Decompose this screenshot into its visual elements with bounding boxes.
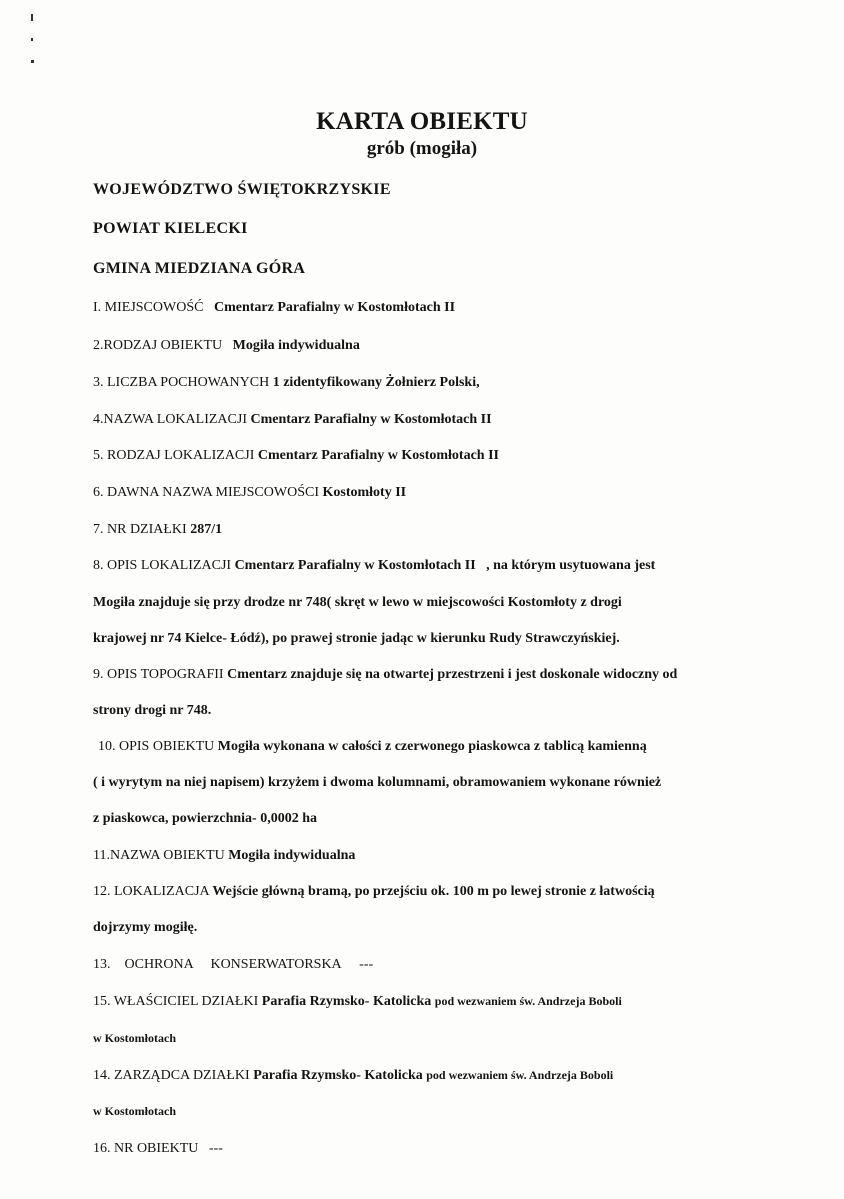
field-value-detail: pod wezwaniem św. Andrzeja Boboli [434, 994, 622, 1008]
field-label: 11.NAZWA OBIEKTU [93, 848, 225, 863]
field-value-detail: pod wezwaniem św. Andrzeja Boboli [426, 1068, 614, 1082]
field-value: Mogiła indywidualna [232, 338, 360, 353]
field-object-description [98, 738, 647, 756]
field-label: 15. WŁAŚCICIEL DZIAŁKI [93, 994, 259, 1009]
field-location-type [93, 447, 499, 465]
field-object-number [93, 1140, 223, 1158]
field-value: Cmentarz Parafialny w Kostomłotach II [250, 412, 492, 427]
scan-mark [31, 14, 33, 21]
field-value: Cmentarz Parafialny w Kostomłotach II [213, 300, 456, 315]
field-object-type [93, 337, 360, 355]
commune-heading: GMINA MIEDZIANA GÓRA [93, 260, 306, 277]
field-label: 7. NR DZIAŁKI [93, 522, 187, 537]
field-value: Wejście główną bramą, po przejściu ok. 100 m po lewej stronie z łatwością [212, 884, 655, 899]
field-plot-owner-cont: w Kostomłotach [93, 1031, 176, 1045]
field-value: Cmentarz Parafialny w Kostomłotach II , na którym usytuowana jest [234, 558, 656, 573]
field-label: 2.RODZAJ OBIEKTU [93, 338, 223, 353]
field-label: I. MIEJSCOWOŚĆ [93, 300, 204, 315]
field-label: 4.NAZWA LOKALIZACJI [93, 412, 247, 427]
scan-mark [31, 60, 34, 63]
field-location-description [93, 557, 655, 575]
field-value: Parafia Rzymsko- Katolicka [253, 1068, 423, 1083]
field-object-description-cont: ( i wyrytym na niej napisem) krzyżem i dwoma kolumnami, obramowaniem wykonane również [93, 775, 662, 790]
field-label: 12. LOKALIZACJA [93, 884, 209, 899]
field-former-name [93, 484, 406, 502]
field-value: --- [359, 957, 374, 972]
field-label: 14. ZARZĄDCA DZIAŁKI [93, 1068, 250, 1083]
field-value: Parafia Rzymsko- Katolicka [261, 994, 432, 1009]
field-label: 3. LICZBA POCHOWANYCH [93, 375, 270, 390]
field-object-description-cont: z piaskowca, powierzchnia- 0,0002 ha [93, 811, 317, 826]
field-topography [93, 666, 677, 684]
field-localization-cont: dojrzymy mogiłę. [93, 920, 198, 935]
field-plot-manager-cont: w Kostomłotach [93, 1104, 176, 1118]
field-label: 13. OCHRONA KONSERWATORSKA [93, 957, 342, 972]
scan-mark [31, 38, 33, 41]
field-plot-number [93, 521, 222, 539]
field-label: 5. RODZAJ LOKALIZACJI [93, 448, 255, 463]
field-location-description-cont: krajowej nr 74 Kielce- Łódź), po prawej stronie jadąc w kierunku Rudy Strawczyńskiej. [93, 631, 620, 646]
field-value: Kostomłoty II [322, 485, 407, 500]
field-label: 6. DAWNA NAZWA MIEJSCOWOŚCI [93, 485, 319, 500]
document-subtitle: grób (mogiła) [366, 138, 478, 159]
field-value: Cmentarz znajduje się na otwartej przestrzeni i jest doskonale widoczny od [227, 667, 678, 682]
field-label: 8. OPIS LOKALIZACJI [93, 558, 232, 573]
field-value: 1 zidentyfikowany Żołnierz Polski, [272, 375, 480, 390]
field-conservation [93, 956, 373, 974]
field-label: 16. NR OBIEKTU [93, 1141, 199, 1156]
field-plot-owner [93, 992, 622, 1011]
field-localization [93, 883, 655, 901]
field-value: Mogiła indywidualna [228, 848, 356, 863]
field-value: 287/1 [190, 522, 223, 537]
field-object-name [93, 847, 355, 865]
field-location-description-cont: Mogiła znajduje się przy drodze nr 748( skręt w lewo w miejscowości Kostomłoty z drogi [93, 595, 622, 610]
field-topography-cont: strony drogi nr 748. [93, 703, 212, 718]
document-title: KARTA OBIEKTU [316, 108, 528, 135]
field-value: Mogiła wykonana w całości z czerwonego piaskowca z tablicą kamienną [217, 739, 647, 754]
field-label: 9. OPIS TOPOGRAFII [93, 667, 224, 682]
field-plot-manager [93, 1066, 613, 1085]
field-location-name [93, 411, 492, 429]
voivodeship-heading: WOJEWÓDZTWO ŚWIĘTOKRZYSKIE [93, 181, 391, 198]
field-buried-count [93, 374, 480, 392]
county-heading: POWIAT KIELECKI [93, 220, 248, 237]
field-locality [93, 299, 455, 317]
field-label: 10. OPIS OBIEKTU [98, 739, 215, 754]
field-value: --- [208, 1141, 223, 1156]
field-value: Cmentarz Parafialny w Kostomłotach II [257, 448, 499, 463]
